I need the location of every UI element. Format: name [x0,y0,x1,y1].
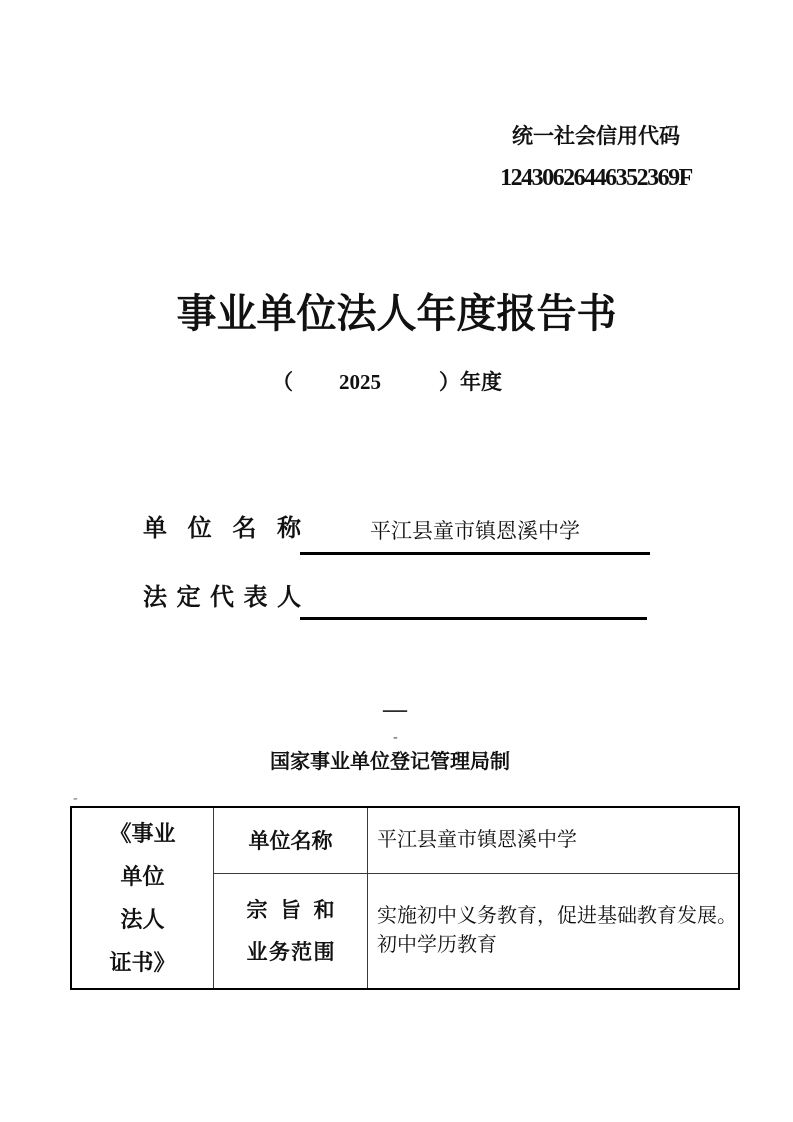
table-purpose-label-line-1: 宗旨和 [246,897,335,922]
year-close-paren: ） [439,370,460,394]
side-header-line-3: 法人 [120,907,165,932]
table-purpose-value-line-2: 初中学历教育 [377,933,497,956]
table-purpose-label-line-2: 业务范围 [246,939,335,964]
certificate-table-wrap [70,806,740,990]
year-value: 2025 [339,370,381,394]
unit-name-value: 平江县童市镇恩溪中学 [370,519,580,543]
year-suffix: 年度 [460,370,502,394]
side-header-line-4: 证书》 [109,950,176,975]
table-purpose-label-cell [214,873,368,989]
issuer-line: 国家事业单位登记管理局制 [270,751,510,773]
year-line [272,370,502,394]
table-unit-name-value: 平江县童市镇恩溪中学 [377,828,577,851]
credit-code-block [500,124,692,190]
certificate-side-header [71,807,214,989]
table-purpose-value-line-1: 实施初中义务教育，促进基础教育发展。 [377,904,737,927]
certificate-table [70,806,740,990]
pretable-dash: - [73,791,78,806]
table-unit-name-label-cell [214,807,368,873]
side-header-line-1: 《事业 [109,821,176,846]
table-purpose-value-cell [368,873,740,989]
credit-code-label: 统一社会信用代码 [512,124,680,148]
footnote-dash: - [393,730,398,745]
legal-representative-underline [300,617,647,620]
table-unit-name-label: 单位名称 [248,829,333,854]
side-header-line-2: 单位 [120,864,165,889]
unit-name-underline [300,552,650,555]
unit-name-label: 单位名称 [143,515,301,542]
credit-code-value: 12430626446352369F [500,165,692,191]
report-title: 事业单位法人年度报告书 [176,292,617,336]
table-unit-name-value-cell [368,807,740,873]
year-open-paren: （ [272,370,293,394]
separator-dash: — [383,697,407,723]
legal-representative-label: 法定代表人 [143,584,301,611]
